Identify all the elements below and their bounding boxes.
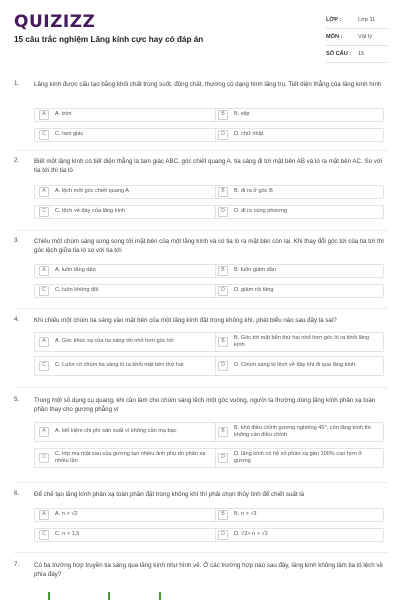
- option-letter: A: [39, 187, 49, 197]
- question-number: 5.: [14, 396, 20, 403]
- option-letter: C: [39, 361, 49, 371]
- option-text: D. lăng kính có hệ số phản xạ gần 100% cao hơn ở gương: [234, 450, 362, 464]
- option-b[interactable]: [214, 108, 384, 122]
- question-number: 1.: [14, 80, 20, 87]
- option-letter: D: [218, 130, 228, 140]
- question-text: Có ba trường hợp truyền tia sáng qua lăng kính như hình vẽ. Ở các trường hợp nào sau đây, lăng kính không làm tia ló lệch về phía đáy?: [34, 562, 383, 578]
- option-a[interactable]: [34, 264, 216, 278]
- question-number: 3.: [14, 237, 20, 244]
- divider: [14, 387, 388, 388]
- info-row-subject: [326, 29, 388, 46]
- question-text: Trong một số dụng cụ quang, khi cần làm cho chùm sáng lệch một góc vuông, người ta thường dùng lăng kính phản xạ toàn phần thay cho gương phẳng vì: [34, 397, 376, 413]
- option-a[interactable]: [34, 332, 216, 352]
- option-letter: D: [218, 453, 228, 463]
- divider: [14, 230, 388, 231]
- option-text: A. n > √2: [55, 511, 78, 518]
- option-letter: B: [218, 427, 228, 437]
- question-5: [14, 396, 388, 481]
- info-row-count: [326, 46, 388, 63]
- option-letter: C: [39, 286, 49, 296]
- option-text: A. luôn tăng dần: [55, 267, 96, 274]
- quizizz-logo: QUIZIZZ: [14, 12, 96, 32]
- option-letter: B: [218, 187, 228, 197]
- option-d[interactable]: [214, 128, 384, 142]
- info-value: 15: [358, 51, 365, 57]
- option-b[interactable]: [214, 264, 384, 278]
- option-text: D. chữ nhật: [234, 131, 264, 138]
- divider: [14, 482, 388, 483]
- question-number: 4.: [14, 316, 20, 323]
- option-text: C. Luôn có chùm tia sáng ló ra khỏi mặt bên thứ hai: [55, 362, 184, 369]
- option-text: A. tiết kiệm chi phí sản xuất vì không cần mạ bạc: [55, 428, 177, 435]
- option-letter: D: [218, 530, 228, 540]
- question-4: [14, 316, 388, 391]
- option-a[interactable]: [34, 422, 216, 442]
- info-label: MÔN :: [326, 34, 343, 40]
- option-text: B. elip: [234, 111, 250, 118]
- option-text: C. lớp mạ mặt sau của gương tạo nhiều ảnh phụ do phản xạ nhiều lần: [55, 450, 206, 464]
- divider: [14, 552, 388, 553]
- option-text: D. đi ra cùng phương: [234, 208, 288, 215]
- question-text: Biết một lăng kính có tiết diện thẳng là tam giác ABC, góc chiết quang A. tia sáng đi tới mặt bên AB và ló ra mặt bên AC. So với tia tới thì tia ló: [34, 158, 383, 174]
- option-letter: C: [39, 453, 49, 463]
- option-letter: C: [39, 207, 49, 217]
- option-text: A. Góc khúc xạ của tia sáng tới nhỏ hơn góc tới: [55, 338, 174, 345]
- option-letter: D: [218, 286, 228, 296]
- option-c[interactable]: [34, 356, 216, 376]
- option-letter: A: [39, 110, 49, 120]
- option-text: C. n > 1,5: [55, 531, 80, 538]
- option-text: C. tam giác: [55, 131, 84, 138]
- page-title: 15 câu trắc nghiệm Lăng kính cực hay có đáp án: [14, 35, 204, 44]
- option-letter: D: [218, 207, 228, 217]
- option-text: B. đi ra ở góc B: [234, 188, 273, 195]
- option-letter: C: [39, 130, 49, 140]
- figure-fragment: [48, 592, 50, 600]
- question-number: 6.: [14, 490, 20, 497]
- figure-fragment: [159, 592, 161, 600]
- question-number: 7.: [14, 561, 20, 568]
- option-b[interactable]: [214, 185, 384, 199]
- option-b[interactable]: [214, 508, 384, 522]
- info-label: LỚP :: [326, 17, 342, 23]
- option-letter: B: [218, 337, 228, 347]
- option-text: B. n > √3: [234, 511, 257, 518]
- option-a[interactable]: [34, 508, 216, 522]
- figure-fragment: [108, 592, 110, 600]
- option-a[interactable]: [34, 108, 216, 122]
- info-label: SỐ CÂU :: [326, 51, 352, 57]
- option-b[interactable]: [214, 422, 384, 442]
- option-d[interactable]: [214, 205, 384, 219]
- question-3: [14, 237, 388, 307]
- option-text: B. Góc tới mặt bên thứ hai nhỏ hơn góc ló ra khỏi lăng kính: [234, 334, 370, 348]
- question-text: Lăng kính được cấu tạo bằng khối chất trong suốt, đồng chất, thường có dạng hình lăng trụ. Tiết diện thẳng của lăng kính hình: [34, 81, 382, 88]
- option-d[interactable]: [214, 356, 384, 376]
- info-panel: [326, 12, 388, 63]
- divider: [14, 308, 388, 309]
- option-c[interactable]: [34, 284, 216, 298]
- option-c[interactable]: [34, 128, 216, 142]
- option-c[interactable]: [34, 528, 216, 542]
- question-text: Để chế tạo lăng kính phản xạ toàn phần đặt trong không khí thì phải chọn thủy tinh để chiết suất là: [34, 491, 305, 498]
- info-value: Lớp 11: [358, 17, 376, 23]
- option-letter: C: [39, 530, 49, 540]
- option-text: B. khó điều chỉnh gương nghiêng 45°, còn lăng kính thì không cần điều chỉnh: [234, 424, 371, 438]
- option-letter: A: [39, 427, 49, 437]
- option-text: D. Chùm sáng bị lệch về đáy khi đi qua lăng kính.: [234, 362, 357, 369]
- option-text: B. luôn giảm dần: [234, 267, 276, 274]
- info-row-class: [326, 12, 388, 29]
- option-c[interactable]: [34, 205, 216, 219]
- option-text: A. lệch một góc chiết quang A: [55, 188, 130, 195]
- question-6: [14, 490, 388, 550]
- question-1: [14, 80, 388, 150]
- option-c[interactable]: [34, 448, 216, 468]
- option-letter: B: [218, 510, 228, 520]
- info-value: Vật lý: [358, 34, 372, 40]
- question-7: [14, 561, 388, 600]
- option-text: A. tròn: [55, 111, 72, 118]
- option-b[interactable]: [214, 332, 384, 352]
- option-text: C. luôn không đổi: [55, 287, 99, 294]
- divider: [14, 150, 388, 151]
- question-text: Chiếu một chùm sáng song song tới mặt bên của một lăng kính và có tia ló ra mặt bên còn lại. Khi thay đổi góc tới của tia tới thì góc lệch giữa tia ló so với tia tới: [34, 238, 384, 254]
- option-letter: A: [39, 266, 49, 276]
- option-text: D. giảm rồi tăng: [234, 287, 274, 294]
- option-a[interactable]: [34, 185, 216, 199]
- question-text: Khi chiếu một chùm tia sáng vào mặt bên của một lăng kính đặt trong không khí, phát biểu nào sau đây là sai?: [34, 317, 337, 324]
- option-text: D. √3> n > √2: [234, 531, 268, 538]
- option-letter: B: [218, 266, 228, 276]
- option-letter: A: [39, 510, 49, 520]
- question-number: 2.: [14, 157, 20, 164]
- page-header: [0, 0, 400, 66]
- option-d[interactable]: [214, 284, 384, 298]
- option-d[interactable]: [214, 448, 384, 468]
- option-letter: D: [218, 361, 228, 371]
- option-d[interactable]: [214, 528, 384, 542]
- question-2: [14, 157, 388, 227]
- option-text: C. lệch về đáy của lăng kính: [55, 208, 126, 215]
- option-letter: B: [218, 110, 228, 120]
- option-letter: A: [39, 337, 49, 347]
